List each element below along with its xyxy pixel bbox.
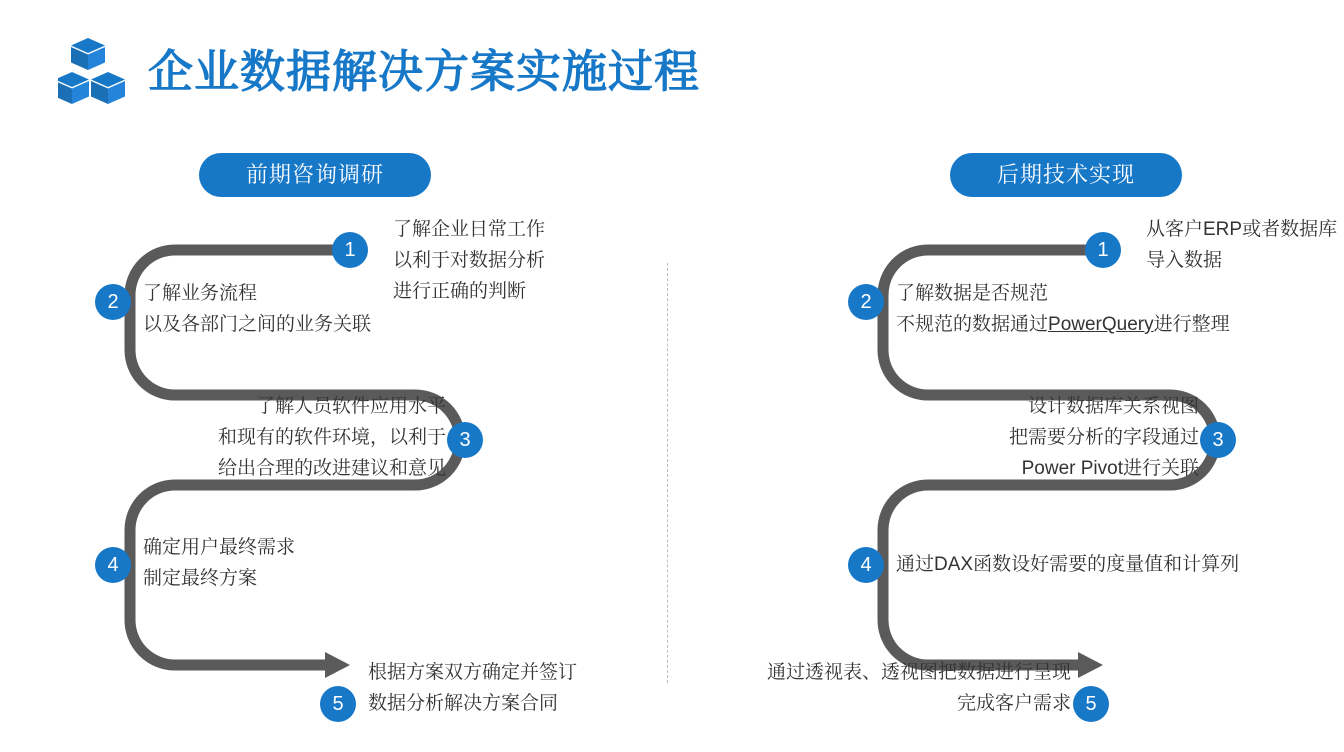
step-line: 了解数据是否规范 [896,283,1049,304]
step-text-right-1 [1146,214,1337,276]
step-line: 了解人员软件应用水平 [255,396,446,417]
step-line: Power Pivot进行关联 [1021,458,1199,479]
step-line: 给出合理的改进建议和意见 [217,458,446,479]
step-line: 以及各部门之间的业务关联 [143,314,372,335]
step-text-right-3 [899,391,1199,484]
step-text-left-4 [143,532,295,594]
step-text-right-2 [896,278,1230,340]
step-line: 完成客户需求 [956,693,1071,714]
step-text-left-2 [143,278,371,340]
step-bullet-right-5: 5 [1073,686,1109,722]
step-line: 把需要分析的字段通过 [1008,427,1199,448]
step-bullet-right-2: 2 [848,284,884,320]
center-divider [667,263,668,683]
step-text-left-3 [146,391,446,484]
step-line: 了解企业日常工作 [393,219,546,240]
step-line: 根据方案双方确定并签订 [368,662,578,683]
step-line: 不规范的数据通过PowerQuery进行整理 [896,314,1230,335]
step-bullet-right-1: 1 [1085,232,1121,268]
step-line: 进行正确的判断 [393,281,527,302]
cubes-icon [58,34,138,108]
step-line: 从客户ERP或者数据库 [1146,219,1338,240]
step-bullet-left-1: 1 [332,232,368,268]
step-bullet-left-2: 2 [95,284,131,320]
page-title: 企业数据解决方案实施过程 [148,45,701,97]
step-line: 制定最终方案 [143,568,258,589]
step-bullet-right-3: 3 [1200,422,1236,458]
step-bullet-left-5: 5 [320,686,356,722]
step-line: 导入数据 [1146,250,1223,271]
step-text-left-1 [393,214,545,307]
step-line: 通过透视表、透视图把数据进行呈现 [766,662,1071,683]
step-line: 设计数据库关系视图 [1027,396,1199,417]
step-line: 和现有的软件环境，以利于 [217,427,446,448]
section-pill-left: 前期咨询调研 [199,153,431,197]
step-bullet-right-4: 4 [848,547,884,583]
step-line: 数据分析解决方案合同 [368,693,559,714]
step-text-right-5 [731,657,1071,719]
step-line: 确定用户最终需求 [143,537,296,558]
step-text-right-4 [896,549,1239,580]
section-pill-right: 后期技术实现 [950,153,1182,197]
step-bullet-left-4: 4 [95,547,131,583]
header [58,34,700,108]
step-line: 通过DAX函数设好需要的度量值和计算列 [896,554,1240,575]
step-line: 以利于对数据分析 [393,250,546,271]
step-bullet-left-3: 3 [447,422,483,458]
step-text-left-5 [368,657,577,719]
step-line: 了解业务流程 [143,283,258,304]
